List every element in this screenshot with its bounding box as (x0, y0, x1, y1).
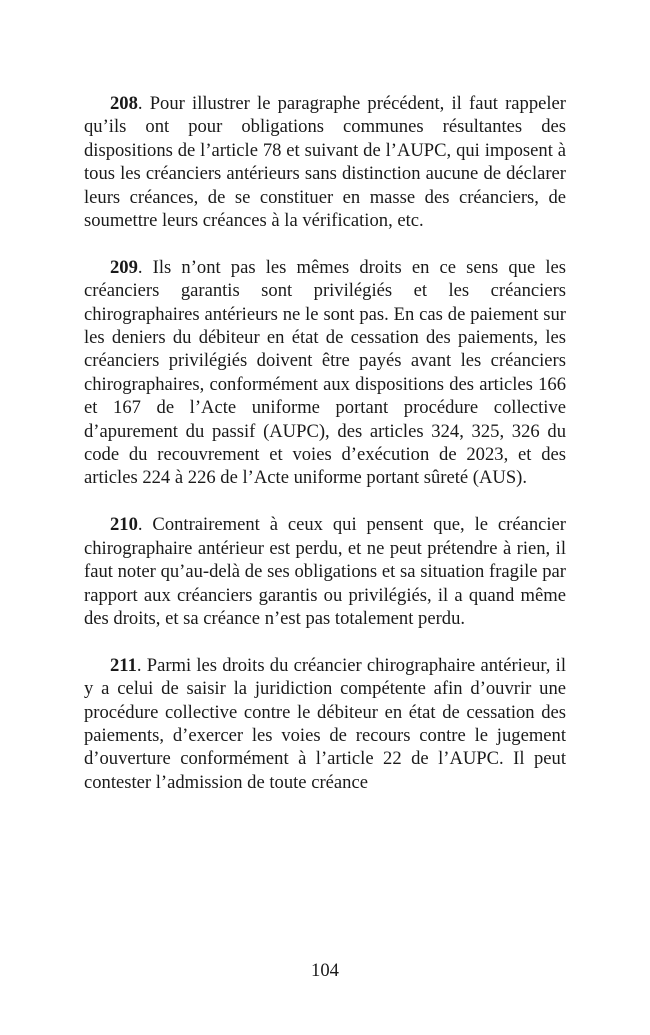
page-number: 104 (311, 960, 339, 981)
paragraph-text: . Pour illustrer le paragraphe précédent, il faut rappeler qu’ils ont pour obligations communes résultantes des dispositions de l’article 78 et suivant de l’AUPC, qui imposent à tous les créanciers antérieurs sans distinction aucune de déclarer leurs créances, de se constituer en masse des créanciers, de soumettre leurs créances à la vérification, etc. (84, 93, 566, 232)
body-text (84, 92, 566, 818)
paragraph-211 (84, 654, 566, 794)
paragraph-number: 209 (110, 256, 138, 278)
paragraph-number: 211 (110, 654, 137, 676)
paragraph-number: 208 (110, 93, 138, 114)
paragraph-text: . Ils n’ont pas les mêmes droits en ce sens que les créanciers garantis sont privilégiés et les créanciers chirographaires antérieurs ne le sont pas. En cas de paiement sur les deniers du débiteur en état de cessation des paiements, les créanciers privilégiés doivent être payés avant les créanciers chirographaires, conformément aux dispositions des articles 166 et 167 de l’Acte uniforme portant procédure collective d’apurement du passif (AUPC), des articles 324, 325, 326 du code du recouvrement et voies d’exécution de 2023, et des articles 224 à 226 de l’Acte uniforme portant sûreté (AUS). (84, 256, 566, 489)
paragraph-210 (84, 513, 566, 630)
paragraph-number: 210 (110, 514, 138, 536)
paragraph-text: . Parmi les droits du créancier chirographaire antérieur, il y a celui de saisir la juridiction compétente afin d’ouvrir une procédure collective contre le débiteur en état de cessation des paiements, d’exercer les voies de recours contre le jugement d’ouverture conformément à l’article 22 de l’AUPC. Il peut contester l’admission de toute créance (84, 654, 566, 793)
paragraph-text: . Contrairement à ceux qui pensent que, le créancier chirographaire antérieur est perdu, et ne peut prétendre à rien, il faut noter qu’au-delà de ses obligations et sa situation fragile par rapport aux créanciers garantis ou privilégiés, il a quand même des droits, et sa créance n’est pas totalement perdu. (84, 514, 566, 629)
paragraph-208 (84, 92, 566, 232)
paragraph-209 (84, 256, 566, 490)
